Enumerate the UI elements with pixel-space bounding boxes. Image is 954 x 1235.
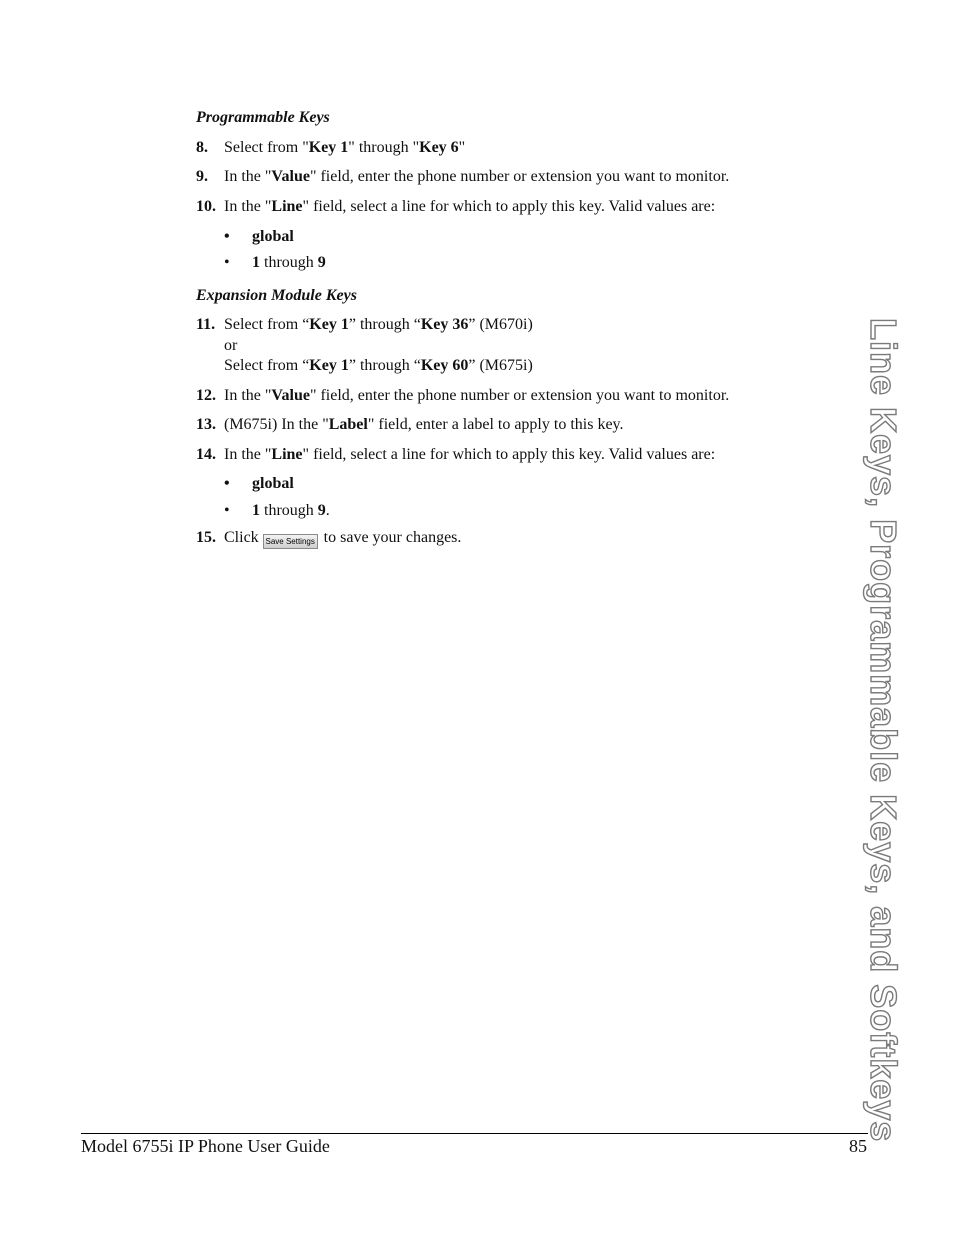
step-number: 12. xyxy=(196,387,216,404)
step-text xyxy=(224,138,465,158)
bold-text: Key 1 xyxy=(308,139,349,156)
bold-text: Key 1 xyxy=(309,357,349,374)
bullet-text xyxy=(252,501,330,521)
text: (M675i) In the " xyxy=(224,416,329,433)
text: " xyxy=(458,139,466,156)
bullet-mark: • xyxy=(224,228,230,245)
text: ” (M670i) xyxy=(468,316,533,333)
bold-text: Key 6 xyxy=(419,139,459,156)
text: through xyxy=(260,502,318,519)
bullet-mark: • xyxy=(224,502,230,519)
text: Select from " xyxy=(224,139,309,156)
text: " field, select a line for which to apply this key. Valid values are: xyxy=(302,198,716,215)
or-text: or xyxy=(224,337,238,354)
bold-text: 9 xyxy=(317,502,326,519)
step-number: 11. xyxy=(196,316,216,333)
text: ” through “ xyxy=(348,357,421,374)
step-number: 8. xyxy=(196,139,208,156)
footer-divider xyxy=(81,1133,868,1134)
text: " field, select a line for which to apply this key. Valid values are: xyxy=(302,446,716,463)
bold-text: Line xyxy=(271,446,303,463)
bold-text: Value xyxy=(271,387,310,404)
text: ” (M675i) xyxy=(468,357,533,374)
text: " field, enter the phone number or extension you want to monitor. xyxy=(309,387,730,404)
text: through xyxy=(260,254,318,271)
step-number: 14. xyxy=(196,446,216,463)
bold-text: Key 1 xyxy=(309,316,349,333)
step-text xyxy=(224,167,729,187)
text: . xyxy=(325,502,330,519)
text: to save your changes. xyxy=(323,529,462,546)
step-text xyxy=(224,445,715,465)
text: In the " xyxy=(224,168,272,185)
bullet-text: global xyxy=(252,475,294,492)
step-text xyxy=(224,386,729,406)
step-number: 13. xyxy=(196,416,216,433)
step-text xyxy=(224,528,461,549)
bullet-text xyxy=(252,253,326,273)
step-number: 15. xyxy=(196,529,216,546)
bullet-mark: • xyxy=(224,475,230,492)
save-settings-button[interactable]: Save Settings xyxy=(263,534,318,549)
bold-text: Key 60 xyxy=(420,357,469,374)
page-number: 85 xyxy=(849,1136,867,1156)
bullet-mark: • xyxy=(224,254,230,271)
bold-text: Label xyxy=(328,416,368,433)
step-text xyxy=(224,197,715,217)
step-text xyxy=(224,315,533,335)
text: Select from “ xyxy=(224,357,310,374)
text: " field, enter the phone number or extension you want to monitor. xyxy=(309,168,730,185)
bullet-text: global xyxy=(252,228,294,245)
side-chapter-title: Line Keys, Programmable Keys, and Softkeys xyxy=(863,318,904,1143)
step-text xyxy=(224,415,624,435)
bold-text: 1 xyxy=(252,254,260,271)
step-text xyxy=(224,356,533,376)
text: In the " xyxy=(224,446,272,463)
bold-text: 9 xyxy=(317,254,326,271)
text: Click xyxy=(224,529,259,546)
text: ” through “ xyxy=(348,316,421,333)
section-heading-expansion-module-keys: Expansion Module Keys xyxy=(196,287,357,304)
bold-text: 1 xyxy=(252,502,260,519)
step-number: 10. xyxy=(196,198,216,215)
text: In the " xyxy=(224,387,272,404)
bold-text: Value xyxy=(271,168,310,185)
bold-text: Key 36 xyxy=(420,316,469,333)
section-heading-programmable-keys: Programmable Keys xyxy=(196,109,330,126)
text: Select from “ xyxy=(224,316,310,333)
text: " field, enter a label to apply to this key. xyxy=(367,416,624,433)
bold-text: Line xyxy=(271,198,303,215)
text: In the " xyxy=(224,198,272,215)
text: " through " xyxy=(348,139,420,156)
step-number: 9. xyxy=(196,168,208,185)
footer-title: Model 6755i IP Phone User Guide xyxy=(81,1136,330,1156)
